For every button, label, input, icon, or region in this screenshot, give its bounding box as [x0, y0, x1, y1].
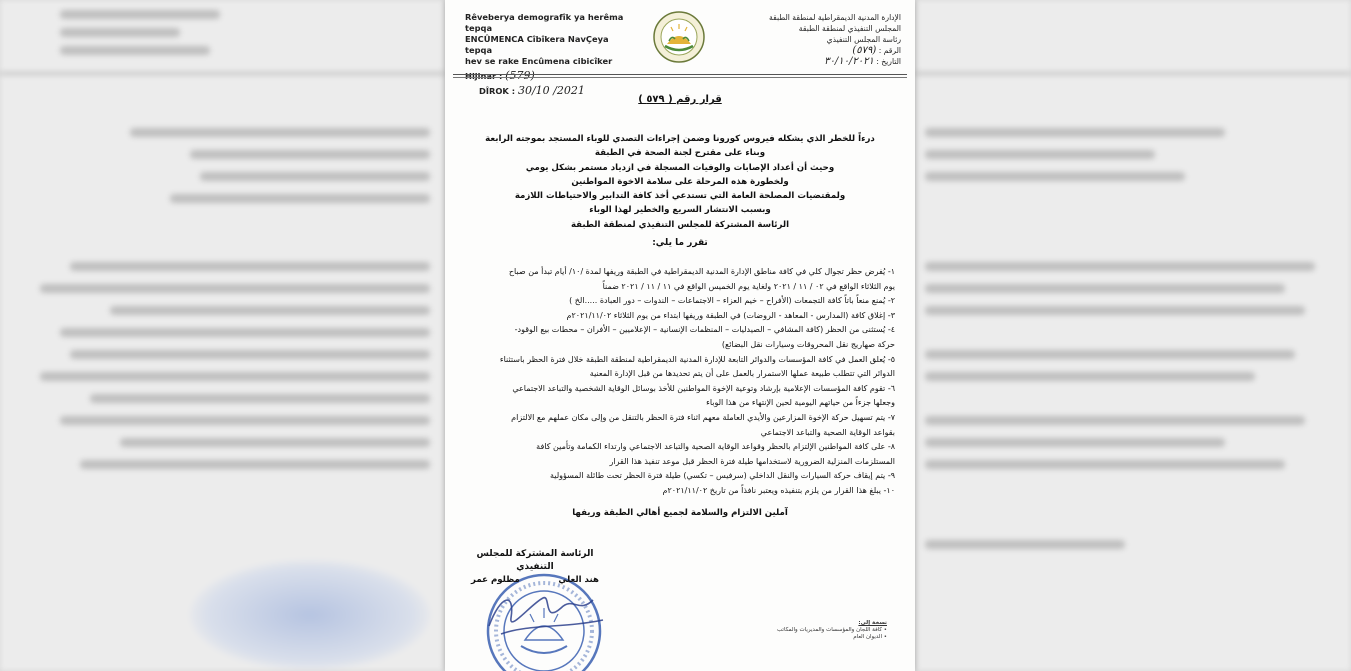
blurred-background-left [0, 0, 445, 671]
decision-item: ٦- تقوم كافة المؤسسات الإعلامية بإرشاد وتوعية الإخوة المواطنين للأخذ بوسائل الوقاية الشخصية والتباعد الاجتماعي [512, 383, 895, 393]
preamble-line: وحيث أن أعداد الإصابات والوفيات المسجلة في ازدياد مستمر بشكل يومي [525, 162, 835, 173]
signatory-name: هند العلي [558, 575, 599, 585]
copies-title: نسخة إلى: [858, 620, 887, 626]
header-kurdish [465, 12, 635, 97]
date-row-ar [741, 56, 901, 67]
decision-item: المستلزمات المنزلية الضرورية لاستخدامها طيلة فترة الحظر قبل موعد تنفيذ هذا القرار [609, 456, 895, 466]
blurred-background-right [915, 0, 1351, 671]
decision-item: ٧- يتم تسهيل حركة الإخوة المزارعين والأيدي العاملة معهم اثناء فترة الحظر بالتنقل من وإلى مكان عملهم مع الالتزام [511, 412, 895, 422]
decision-item: ١- يُفرض حظر تجوال كلي في كافة مناطق الإدارة المدنية الديمقراطية في الطبقة وريفها لمدة /١٠/ أيام تبدأ من صباح [508, 267, 895, 276]
signatory-names [465, 574, 605, 587]
date-value-ar: ٣٠/١٠/٢٠٢١ [824, 56, 874, 67]
decision-item: ٩- يتم إيقاف حركة السيارات والنقل الداخلي (سرفيس – تكسي) طيلة فترة الحظر تحت طائلة المسؤولية [549, 471, 895, 481]
decision-title: قرار رقم ( ٥٧٩ ) [638, 94, 722, 105]
decides-heading: تقرر ما يلي: [652, 238, 708, 248]
header-divider [453, 74, 907, 75]
org-line-2: ENCÛMENCA Cîbîkera NavÇeya tepqa [465, 34, 609, 55]
decision-item: يوم الثلاثاء الواقع في ٠٢ / ١١ / ٢٠٢١ ولغاية يوم الخميس الواقع في ١١ / ١١ / ٢٠٢١ ضمناً [602, 281, 895, 291]
signature-block [465, 548, 605, 587]
closing-line: آملين الالتزام والسلامة لجميع أهالي الطبقة وريفها [572, 508, 788, 518]
decision-item: وجعلها جزءاً من حياتهم اليومية لحين الإنتهاء من هذا الوباء [706, 398, 895, 408]
decision-item: الدوائر التي تتطلب طبيعة عملها الاستمرار بالعمل على أن يتم تحديدها من قبل الإدارة المعنية [589, 369, 895, 379]
admin-line-2: المجلس التنفيذي لمنطقة الطبقة [798, 24, 901, 33]
decision-item: ٢- يُمنع منعاً باتاً كافة التجمعات (الأفراح – خيم العزاء – الاجتماعات – الندوات – دور العبادة .....الخ ) [569, 296, 895, 306]
copies-line: • كافة اللجان والمؤسسات والمديريات والمكاتب [777, 627, 887, 633]
org-line-1: Rêveberya demografîk ya herêma tepqa [465, 12, 624, 33]
decision-item: حركة صهاريج نقل المحروقات وسيارات نقل البضائع) [721, 339, 895, 349]
preamble-line: وبناء على مقترح لجنة الصحة في الطبقة [594, 148, 766, 159]
admin-line-3: رئاسة المجلس التنفيذي [826, 35, 901, 44]
date-label: DÎROK : [479, 86, 516, 96]
decision-item: ١٠- يبلغ هذا القرار من يلزم بتنفيذه ويعتبر نافذاً من تاريخ ٢٠٢١/١١/٠٢م [662, 485, 895, 495]
copies-line: • الديوان العام [853, 634, 887, 640]
number-label: Hijinar : [465, 71, 503, 81]
signatory-name: مظلوم عمر [471, 575, 520, 585]
decision-item: ٥- يُعلق العمل في كافة المؤسسات والدوائر التابعة للإدارة المدنية الديمقراطية لمنطقة الطبقة خلال فترة الحظر باستثناء [499, 354, 895, 364]
header-divider-thin [453, 77, 907, 78]
date-label-ar: التاريخ : [876, 57, 901, 66]
org-line-3: hev se rake Encûmena cibicîker [465, 56, 613, 66]
header-arabic [741, 12, 901, 67]
admin-line-1: الإدارة المدنية الديمقراطية لمنطقة الطبقة [769, 13, 901, 22]
preamble-line: درءاً للخطر الذي يشكله فيروس كورونا وضمن إجراءات التصدي للوباء المستجد بموجته الرابعة [485, 134, 875, 144]
decision-item: ٨- على كافة المواطنين الإلتزام بالحظر وقواعد الوقاية الصحية والتباعد الاجتماعي وارتداء الكمامة وتأمين كافة [536, 442, 895, 452]
preamble-line: ولمقتضيات المصلحة العامة التي تستدعي أخذ كافة التدابير والاحتياطات اللازمة [514, 191, 846, 202]
copies-to [767, 620, 887, 641]
document-page [445, 0, 915, 671]
date-value: 30/10 /2021 [517, 84, 585, 97]
number-value-ar: (٥٧٩) [852, 45, 877, 56]
decision-item: ٤- يُستثنى من الحظر (كافة المشافي – الصيدليات – المنظمات الإنسانية – الإعلاميين – الأفران – محطات بيع الوقود- [514, 325, 895, 335]
number-label-ar: الرقم : [878, 46, 901, 55]
preamble-line: الرئاسة المشتركة للمجلس التنفيذي لمنطقة الطبقة [570, 219, 790, 230]
number-value: (579) [505, 69, 535, 82]
decision-item: بقواعد الوقاية الصحية والتباعد الاجتماعي [760, 427, 895, 437]
preamble [465, 132, 895, 232]
council-emblem-icon [652, 10, 706, 64]
number-row [465, 70, 635, 82]
decision-item: ٣- إغلاق كافة (المدارس - المعاهد - الروضات) في الطبقة وريفها ابتداء من يوم الثلاثاء ٢٠٢١/١١/٠٢م [566, 310, 895, 320]
decision-items [463, 265, 895, 499]
number-row-ar [741, 45, 901, 56]
preamble-line: وبسبب الانتشار السريع والخطير لهذا الوباء [589, 205, 771, 216]
signature-title: الرئاسة المشتركة للمجلس التنفيذي [476, 549, 594, 572]
preamble-line: ولخطورة هذه المرحلة على سلامة الاخوة المواطنين [571, 176, 789, 187]
